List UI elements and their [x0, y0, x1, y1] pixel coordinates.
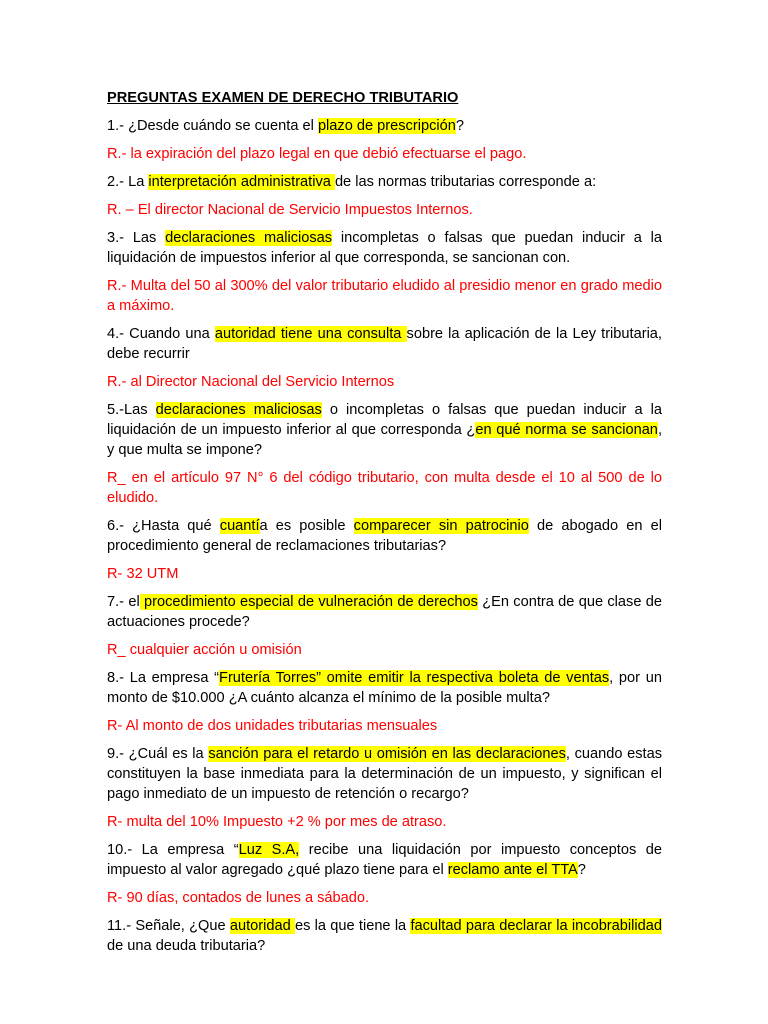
answer-1: R.- la expiración del plazo legal en que debió efectuarse el pago. — [107, 146, 527, 162]
question-text: 7.- el — [107, 594, 140, 610]
question-text: sobre la aplicación de la Ley tributaria, debe recurrir — [107, 326, 662, 362]
question-11 — [107, 916, 662, 956]
question-text: 2.- La — [107, 174, 149, 190]
question-text: , cuando estas constituyen la base inmediata para la determinación de un impuesto, y significan el pago inmediato de un impuesto de retención o recargo? — [107, 746, 663, 802]
highlighted-text: Luz S.A, — [238, 842, 300, 858]
answer-4: R.- al Director Nacional del Servicio Internos — [107, 374, 395, 390]
highlighted-text: autoridad — [229, 918, 295, 934]
highlighted-text: sanción para el retardo u omisión en las declaraciones — [208, 746, 566, 762]
question-text: ? — [455, 118, 464, 134]
highlighted-text: declaraciones maliciosas — [155, 402, 322, 418]
answer-3: R.- Multa del 50 al 300% del valor tributario eludido al presidio menor en grado medio a máximo. — [107, 278, 662, 314]
document-title: PREGUNTAS EXAMEN DE DERECHO TRIBUTARIO — [107, 90, 459, 106]
question-text: 6.- ¿Hasta qué — [107, 518, 220, 534]
highlighted-text: interpretación administrativa — [148, 174, 335, 190]
highlighted-text: cuantí — [219, 518, 260, 534]
answer-7: R_ cualquier acción u omisión — [107, 642, 302, 658]
answer-5: R_ en el artículo 97 N° 6 del código tributario, con multa desde el 10 al 500 de lo eludido. — [107, 470, 662, 506]
question-text: incompletas o falsas que puedan inducir a la liquidación de impuestos inferior al que corresponda, se sancionan con. — [107, 230, 663, 266]
question-text: o incompletas o falsas que puedan inducir a la liquidación de un impuesto inferior al que corresponda ¿ — [107, 402, 662, 438]
highlighted-text: autoridad tiene una consulta — [214, 326, 407, 342]
highlighted-text: facultad para declarar la incobrabilidad — [410, 918, 662, 934]
question-text: ? — [577, 862, 586, 878]
question-text: 10.- La empresa “ — [107, 842, 239, 858]
question-text: recibe una liquidación por impuesto conceptos de impuesto al valor agregado ¿qué plazo tiene para el — [107, 842, 663, 878]
question-text: 11.- Señale, ¿Que — [107, 918, 230, 934]
answer-9: R- multa del 10% Impuesto +2 % por mes de atraso. — [107, 814, 447, 830]
question-7 — [107, 592, 662, 632]
question-text: 3.- Las — [107, 230, 166, 246]
question-text: 5.-Las — [107, 402, 156, 418]
question-text: de abogado en el procedimiento general de reclamaciones tributarias? — [107, 518, 662, 554]
question-text: ¿En contra de que clase de actuaciones procede? — [107, 594, 662, 630]
question-text: , y que multa se impone? — [107, 422, 662, 458]
question-6 — [107, 516, 662, 556]
question-text: 1.- ¿Desde cuándo se cuenta el — [107, 118, 318, 134]
question-text: , por un monto de $10.000 ¿A cuánto alcanza el mínimo de la posible multa? — [107, 670, 662, 706]
question-text: a es posible — [259, 518, 354, 534]
question-10 — [107, 840, 662, 880]
answer-8: R- Al monto de dos unidades tributarias mensuales — [107, 718, 438, 734]
question-9 — [107, 744, 662, 804]
highlighted-text: procedimiento especial de vulneración de derechos — [139, 594, 478, 610]
answer-6: R- 32 UTM — [107, 566, 179, 582]
question-8 — [107, 668, 662, 708]
highlighted-text: declaraciones maliciosas — [165, 230, 333, 246]
question-answer-list — [107, 116, 662, 956]
question-2 — [107, 172, 662, 192]
question-text: 9.- ¿Cuál es la — [107, 746, 209, 762]
answer-2: R. – El director Nacional de Servicio Impuestos Internos. — [107, 202, 473, 218]
question-3 — [107, 228, 662, 268]
highlighted-text: reclamo ante el TTA — [447, 862, 578, 878]
question-text: 4.- Cuando una — [107, 326, 215, 342]
question-text: de las normas tributarias corresponde a: — [334, 174, 597, 190]
highlighted-text: Frutería Torres” omite emitir la respectiva boleta de ventas — [219, 670, 610, 686]
highlighted-text: plazo de prescripción — [317, 118, 456, 134]
question-5 — [107, 400, 662, 460]
highlighted-text: comparecer sin patrocinio — [353, 518, 529, 534]
question-text: 8.- La empresa “ — [107, 670, 220, 686]
answer-10: R- 90 días, contados de lunes a sábado. — [107, 890, 370, 906]
question-1 — [107, 116, 662, 136]
question-text: es la que tiene la — [294, 918, 411, 934]
highlighted-text: en qué norma se sancionan — [475, 422, 658, 438]
question-text: de una deuda tributaria? — [107, 938, 266, 954]
question-4 — [107, 324, 662, 364]
